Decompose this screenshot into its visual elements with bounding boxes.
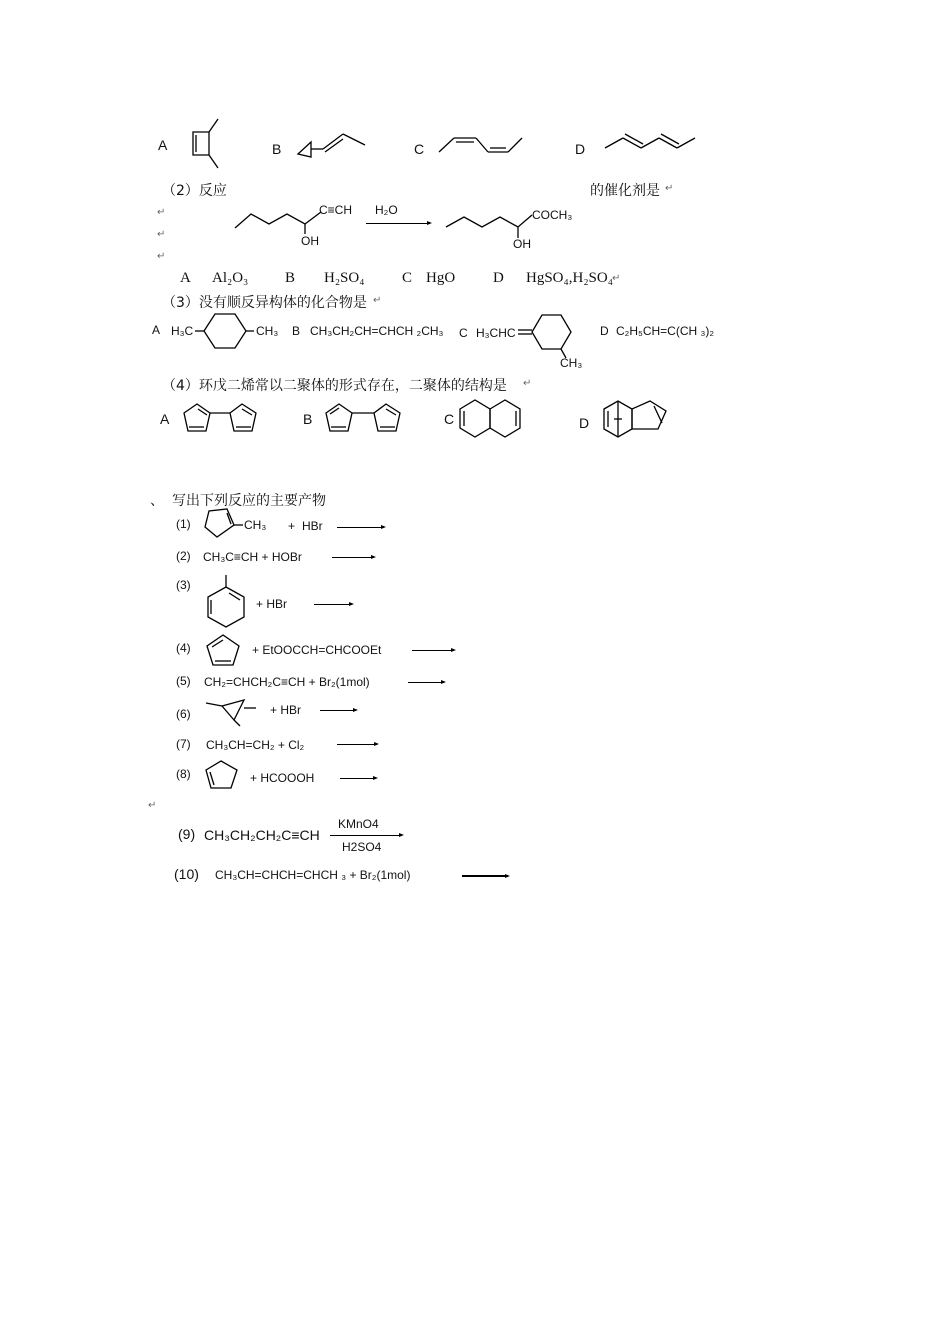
- section-title: 写出下列反应的主要产物: [172, 493, 326, 509]
- return-mark: ↵: [665, 183, 674, 194]
- q4-structure-a: [180, 400, 275, 440]
- q3-a-right: CH₃: [256, 324, 279, 338]
- q1-label-a: A: [158, 137, 168, 153]
- q3-c-sub: CH₃: [560, 356, 583, 370]
- q1-label-d: D: [575, 141, 586, 157]
- r6-number: (6): [176, 707, 191, 721]
- q3-d-text: C₂H₅CH=C(CH ₃)₂: [616, 324, 715, 338]
- q4-structure-b: [322, 400, 417, 440]
- q1-structure-b: [295, 130, 370, 160]
- q4-title: （4）环戊二烯常以二聚体的形式存在，二聚体的结构是: [162, 378, 507, 394]
- r3-structure: [202, 573, 250, 633]
- q2-option-a-text: Al₂O₃: [212, 270, 249, 286]
- q2-reaction-arrow: [366, 223, 430, 224]
- r1-number: (1): [176, 517, 191, 531]
- r1-sub: CH₃: [244, 518, 267, 532]
- r6-arrow: [320, 710, 356, 711]
- q3-label-a: A: [152, 323, 161, 337]
- q2-product-oh: OH: [513, 237, 531, 251]
- section-marker: 、: [150, 493, 164, 509]
- q2-prefix: （2）反应: [162, 183, 227, 199]
- q4-structure-c: [456, 396, 536, 446]
- q3-b-text: CH₃CH₂CH=CHCH ₂CH₃: [310, 324, 444, 338]
- q2-option-b-letter: B: [285, 270, 296, 286]
- return-mark: ↵: [157, 229, 166, 240]
- q2-product-group: COCH₃: [532, 208, 573, 222]
- r1-arrow: [337, 527, 384, 528]
- r1-plus: +: [288, 519, 296, 533]
- q3-title: （3）没有顺反异构体的化合物是: [162, 295, 367, 311]
- q1-label-b: B: [272, 141, 282, 157]
- r8-number: (8): [176, 767, 191, 781]
- r9-condition-above: KMnO4: [338, 817, 379, 831]
- r5-number: (5): [176, 674, 191, 688]
- q4-label-d: D: [579, 415, 590, 431]
- r8-text: + HCOOOH: [250, 771, 315, 785]
- r4-structure: [203, 633, 243, 671]
- q4-structure-d: [598, 393, 678, 443]
- r7-number: (7): [176, 737, 191, 751]
- q2-option-c-text: HgO: [426, 270, 456, 286]
- r9-condition-below: H2SO4: [342, 840, 382, 854]
- return-mark: ↵: [157, 207, 166, 218]
- q2-reactant-group: C≡CH: [319, 203, 352, 217]
- q3-c-left: H₃CHC: [476, 326, 516, 340]
- q3-label-c: C: [459, 326, 468, 340]
- q2-option-a-letter: A: [180, 270, 191, 286]
- r3-arrow: [314, 604, 352, 605]
- return-mark: ↵: [523, 378, 532, 389]
- q4-label-c: C: [444, 411, 455, 427]
- r6-text: + HBr: [270, 703, 302, 717]
- q4-label-b: B: [303, 411, 313, 427]
- q2-option-b-text: H₂SO₄: [324, 270, 365, 286]
- r7-arrow: [337, 744, 377, 745]
- r3-number: (3): [176, 578, 191, 592]
- r5-text: CH₂=CHCH₂C≡CH + Br₂(1mol): [204, 675, 370, 689]
- r10-number: (10): [174, 866, 199, 882]
- q2-suffix: 的催化剂是: [590, 183, 660, 199]
- r10-arrow: [462, 875, 508, 877]
- q1-label-c: C: [414, 141, 425, 157]
- r2-text: CH₃C≡CH + HOBr: [203, 550, 302, 564]
- q3-label-b: B: [292, 324, 301, 338]
- q3-label-d: D: [600, 324, 609, 338]
- q2-option-d-letter: D: [493, 270, 504, 286]
- r1-structure: [200, 505, 250, 545]
- r4-number: (4): [176, 641, 191, 655]
- r10-text: CH₃CH=CHCH=CHCH ₃ + Br₂(1mol): [215, 868, 411, 882]
- r4-text: + EtOOCCH=CHCOOEt: [252, 643, 382, 657]
- q1-structure-d: [603, 126, 698, 152]
- r8-structure: [203, 760, 243, 790]
- r9-arrow: [330, 835, 402, 836]
- r7-text: CH₃CH=CH₂ + Cl₂: [206, 738, 305, 752]
- return-mark: ↵: [373, 295, 382, 306]
- q2-reactant-oh: OH: [301, 234, 319, 248]
- r6-structure: [204, 698, 262, 728]
- r9-number: (9): [178, 826, 196, 842]
- r5-arrow: [408, 682, 444, 683]
- r9-text: CH₃CH₂CH₂C≡CH: [204, 827, 320, 843]
- q3-structure-a: [195, 312, 265, 352]
- r4-arrow: [412, 650, 454, 651]
- q2-reagent: H₂O: [375, 203, 398, 217]
- return-mark: ↵: [157, 251, 166, 262]
- q1-structure-c: [436, 132, 526, 158]
- r8-arrow: [340, 778, 376, 779]
- r2-arrow: [332, 557, 374, 558]
- q2-option-c-letter: C: [402, 270, 413, 286]
- q3-structure-c: [518, 312, 578, 362]
- return-mark: ↵: [148, 800, 157, 811]
- q2-option-d-text: HgSO₄,H₂SO₄: [526, 270, 613, 286]
- q4-label-a: A: [160, 411, 170, 427]
- return-mark: ↵: [612, 273, 621, 284]
- r1-reagent: HBr: [302, 519, 323, 533]
- q1-structure-a: [185, 115, 225, 175]
- r2-number: (2): [176, 549, 191, 563]
- r3-text: + HBr: [256, 597, 288, 611]
- q3-a-left: H₃C: [171, 324, 194, 338]
